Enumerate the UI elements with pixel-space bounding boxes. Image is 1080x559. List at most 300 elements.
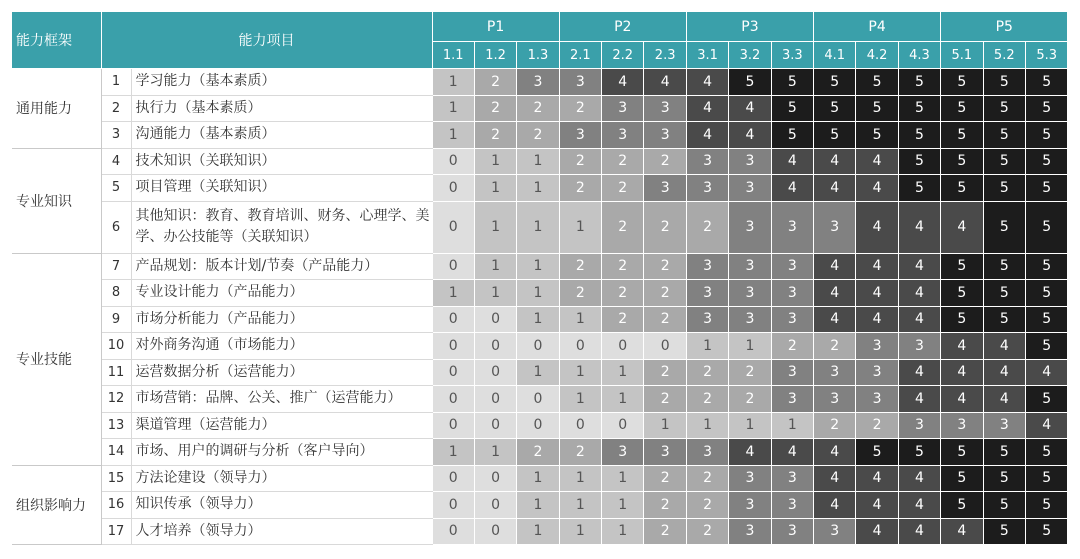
level-value-cell: 2: [771, 333, 813, 360]
header-row-grades: [12, 12, 1068, 42]
level-value-cell: 3: [686, 306, 728, 333]
level-value-cell: 5: [941, 280, 983, 307]
header-level-5-3: 5.3: [1025, 42, 1067, 69]
level-value-cell: 3: [602, 122, 644, 149]
header-level-1-3: 1.3: [517, 42, 559, 69]
level-value-cell: 0: [432, 492, 474, 519]
level-value-cell: 1: [729, 333, 771, 360]
level-value-cell: 0: [644, 333, 686, 360]
level-value-cell: 3: [771, 492, 813, 519]
level-value-cell: 4: [898, 465, 940, 492]
level-value-cell: 5: [983, 492, 1025, 519]
level-value-cell: 4: [686, 69, 728, 96]
level-value-cell: 5: [983, 95, 1025, 122]
level-value-cell: 5: [771, 95, 813, 122]
level-value-cell: 3: [729, 492, 771, 519]
level-value-cell: 5: [856, 122, 898, 149]
level-value-cell: 2: [602, 280, 644, 307]
item-label: 市场、用户的调研与分析（客户导向）: [131, 439, 432, 466]
category-label: 专业知识: [12, 148, 101, 253]
item-label: 人才培养（领导力）: [131, 518, 432, 545]
level-value-cell: 2: [602, 253, 644, 280]
level-value-cell: 5: [771, 69, 813, 96]
level-value-cell: 2: [517, 122, 559, 149]
item-label: 运营数据分析（运营能力）: [131, 359, 432, 386]
level-value-cell: 1: [771, 412, 813, 439]
item-label: 技术知识（关联知识）: [131, 148, 432, 175]
level-value-cell: 4: [814, 280, 856, 307]
level-value-cell: 1: [432, 69, 474, 96]
level-value-cell: 4: [856, 175, 898, 202]
table-row: [12, 386, 1068, 413]
level-value-cell: 4: [856, 492, 898, 519]
level-value-cell: 4: [729, 122, 771, 149]
level-value-cell: 2: [729, 359, 771, 386]
level-value-cell: 0: [602, 412, 644, 439]
level-value-cell: 5: [1025, 333, 1067, 360]
level-value-cell: 2: [814, 412, 856, 439]
level-value-cell: 1: [559, 518, 601, 545]
level-value-cell: 5: [898, 95, 940, 122]
level-value-cell: 5: [941, 69, 983, 96]
level-value-cell: 2: [686, 201, 728, 253]
level-value-cell: 3: [898, 333, 940, 360]
level-value-cell: 2: [474, 95, 516, 122]
level-value-cell: 3: [771, 518, 813, 545]
level-value-cell: 4: [686, 95, 728, 122]
level-value-cell: 4: [771, 175, 813, 202]
level-value-cell: 0: [474, 386, 516, 413]
level-value-cell: 3: [814, 201, 856, 253]
level-value-cell: 2: [602, 175, 644, 202]
level-value-cell: 2: [644, 306, 686, 333]
header-level-5-1: 5.1: [941, 42, 983, 69]
level-value-cell: 1: [602, 386, 644, 413]
item-label: 其他知识：教育、教育培训、财务、心理学、美学、办公技能等（关联知识）: [131, 201, 432, 253]
level-value-cell: 5: [983, 306, 1025, 333]
level-value-cell: 5: [983, 518, 1025, 545]
item-label: 项目管理（关联知识）: [131, 175, 432, 202]
level-value-cell: 5: [1025, 518, 1067, 545]
header-level-3-2: 3.2: [729, 42, 771, 69]
item-label: 市场营销：品牌、公关、推广（运营能力）: [131, 386, 432, 413]
level-value-cell: 1: [517, 492, 559, 519]
header-level-3-3: 3.3: [771, 42, 813, 69]
level-value-cell: 4: [602, 69, 644, 96]
level-value-cell: 1: [644, 412, 686, 439]
header-level-2-3: 2.3: [644, 42, 686, 69]
level-value-cell: 4: [983, 333, 1025, 360]
level-value-cell: 3: [686, 439, 728, 466]
level-value-cell: 1: [517, 465, 559, 492]
level-value-cell: 1: [559, 201, 601, 253]
level-value-cell: 3: [941, 412, 983, 439]
level-value-cell: 4: [856, 280, 898, 307]
level-value-cell: 5: [1025, 122, 1067, 149]
level-value-cell: 3: [517, 69, 559, 96]
header-level-4-3: 4.3: [898, 42, 940, 69]
level-value-cell: 3: [729, 175, 771, 202]
level-value-cell: 1: [432, 439, 474, 466]
level-value-cell: 3: [898, 412, 940, 439]
level-value-cell: 0: [432, 465, 474, 492]
level-value-cell: 0: [559, 333, 601, 360]
level-value-cell: 0: [432, 306, 474, 333]
level-value-cell: 5: [814, 95, 856, 122]
level-value-cell: 1: [474, 148, 516, 175]
level-value-cell: 1: [517, 201, 559, 253]
item-number: 17: [101, 518, 131, 545]
header-level-5-2: 5.2: [983, 42, 1025, 69]
table-row: [12, 122, 1068, 149]
table-row: [12, 333, 1068, 360]
level-value-cell: 3: [814, 359, 856, 386]
level-value-cell: 3: [644, 122, 686, 149]
table-row: [12, 439, 1068, 466]
level-value-cell: 0: [432, 359, 474, 386]
level-value-cell: 5: [941, 492, 983, 519]
level-value-cell: 3: [644, 175, 686, 202]
level-value-cell: 3: [983, 412, 1025, 439]
level-value-cell: 0: [432, 412, 474, 439]
level-value-cell: 2: [644, 492, 686, 519]
level-value-cell: 1: [517, 253, 559, 280]
level-value-cell: 1: [517, 148, 559, 175]
level-value-cell: 5: [983, 253, 1025, 280]
item-label: 对外商务沟通（市场能力）: [131, 333, 432, 360]
item-label: 市场分析能力（产品能力）: [131, 306, 432, 333]
level-value-cell: 0: [432, 201, 474, 253]
level-value-cell: 2: [644, 359, 686, 386]
table-row: [12, 412, 1068, 439]
level-value-cell: 5: [771, 122, 813, 149]
level-value-cell: 4: [814, 253, 856, 280]
level-value-cell: 1: [474, 280, 516, 307]
header-level-1-1: 1.1: [432, 42, 474, 69]
level-value-cell: 2: [517, 439, 559, 466]
level-value-cell: 2: [644, 518, 686, 545]
level-value-cell: 4: [814, 439, 856, 466]
table-row: [12, 518, 1068, 545]
level-value-cell: 3: [771, 306, 813, 333]
header-level-2-2: 2.2: [602, 42, 644, 69]
header-grade-p4: P4: [814, 12, 941, 42]
level-value-cell: 5: [983, 280, 1025, 307]
level-value-cell: 1: [432, 95, 474, 122]
item-label: 产品规划：版本计划/节奏（产品能力）: [131, 253, 432, 280]
level-value-cell: 2: [559, 280, 601, 307]
level-value-cell: 3: [729, 148, 771, 175]
level-value-cell: 0: [474, 412, 516, 439]
level-value-cell: 2: [814, 333, 856, 360]
level-value-cell: 1: [517, 280, 559, 307]
level-value-cell: 0: [517, 386, 559, 413]
level-value-cell: 4: [898, 518, 940, 545]
level-value-cell: 0: [474, 492, 516, 519]
item-number: 7: [101, 253, 131, 280]
level-value-cell: 4: [983, 359, 1025, 386]
header-grade-p5: P5: [941, 12, 1068, 42]
level-value-cell: 4: [856, 253, 898, 280]
level-value-cell: 2: [559, 148, 601, 175]
level-value-cell: 2: [602, 306, 644, 333]
item-label: 方法论建设（领导力）: [131, 465, 432, 492]
level-value-cell: 2: [559, 253, 601, 280]
level-value-cell: 4: [856, 465, 898, 492]
level-value-cell: 3: [729, 518, 771, 545]
level-value-cell: 1: [474, 175, 516, 202]
level-value-cell: 5: [941, 122, 983, 149]
level-value-cell: 1: [729, 412, 771, 439]
level-value-cell: 4: [814, 306, 856, 333]
level-value-cell: 3: [686, 175, 728, 202]
level-value-cell: 4: [941, 386, 983, 413]
level-value-cell: 5: [898, 122, 940, 149]
level-value-cell: 5: [941, 465, 983, 492]
level-value-cell: 5: [983, 439, 1025, 466]
level-value-cell: 0: [474, 518, 516, 545]
table-row: [12, 175, 1068, 202]
level-value-cell: 4: [686, 122, 728, 149]
level-value-cell: 1: [474, 253, 516, 280]
category-label: 专业技能: [12, 253, 101, 465]
table-row: [12, 306, 1068, 333]
item-number: 16: [101, 492, 131, 519]
level-value-cell: 3: [602, 439, 644, 466]
level-value-cell: 0: [474, 333, 516, 360]
level-value-cell: 5: [814, 122, 856, 149]
level-value-cell: 5: [729, 69, 771, 96]
level-value-cell: 0: [432, 386, 474, 413]
level-value-cell: 5: [1025, 201, 1067, 253]
item-label: 专业设计能力（产品能力）: [131, 280, 432, 307]
level-value-cell: 3: [686, 253, 728, 280]
level-value-cell: 5: [941, 175, 983, 202]
level-value-cell: 3: [814, 518, 856, 545]
level-value-cell: 4: [814, 175, 856, 202]
level-value-cell: 1: [602, 359, 644, 386]
item-number: 2: [101, 95, 131, 122]
level-value-cell: 5: [856, 69, 898, 96]
level-value-cell: 2: [559, 439, 601, 466]
header-grade-p1: P1: [432, 12, 559, 42]
level-value-cell: 5: [1025, 253, 1067, 280]
level-value-cell: 0: [432, 253, 474, 280]
level-value-cell: 4: [729, 95, 771, 122]
header-framework: 能力框架: [12, 12, 101, 69]
level-value-cell: 0: [432, 333, 474, 360]
level-value-cell: 5: [1025, 175, 1067, 202]
table-row: [12, 148, 1068, 175]
level-value-cell: 4: [941, 359, 983, 386]
item-number: 11: [101, 359, 131, 386]
level-value-cell: 5: [1025, 386, 1067, 413]
level-value-cell: 3: [602, 95, 644, 122]
level-value-cell: 4: [856, 201, 898, 253]
level-value-cell: 1: [686, 333, 728, 360]
header-grade-p2: P2: [559, 12, 686, 42]
level-value-cell: 3: [856, 359, 898, 386]
table-row: [12, 95, 1068, 122]
level-value-cell: 5: [814, 69, 856, 96]
level-value-cell: 2: [644, 253, 686, 280]
level-value-cell: 1: [559, 492, 601, 519]
item-number: 8: [101, 280, 131, 307]
level-value-cell: 3: [729, 280, 771, 307]
level-value-cell: 2: [602, 201, 644, 253]
level-value-cell: 0: [517, 333, 559, 360]
level-value-cell: 5: [898, 148, 940, 175]
table-row: [12, 253, 1068, 280]
level-value-cell: 2: [856, 412, 898, 439]
level-value-cell: 5: [1025, 306, 1067, 333]
level-value-cell: 4: [898, 280, 940, 307]
level-value-cell: 5: [983, 148, 1025, 175]
level-value-cell: 2: [644, 280, 686, 307]
level-value-cell: 3: [771, 201, 813, 253]
level-value-cell: 5: [856, 95, 898, 122]
level-value-cell: 2: [474, 69, 516, 96]
level-value-cell: 3: [856, 333, 898, 360]
item-number: 9: [101, 306, 131, 333]
item-label: 学习能力（基本素质）: [131, 69, 432, 96]
level-value-cell: 4: [983, 386, 1025, 413]
level-value-cell: 5: [941, 253, 983, 280]
level-value-cell: 2: [686, 518, 728, 545]
level-value-cell: 3: [771, 386, 813, 413]
level-value-cell: 4: [771, 148, 813, 175]
header-item: 能力项目: [101, 12, 432, 69]
level-value-cell: 5: [983, 175, 1025, 202]
level-value-cell: 4: [814, 148, 856, 175]
level-value-cell: 4: [898, 386, 940, 413]
level-value-cell: 0: [517, 412, 559, 439]
level-value-cell: 0: [474, 359, 516, 386]
level-value-cell: 5: [1025, 148, 1067, 175]
level-value-cell: 1: [686, 412, 728, 439]
level-value-cell: 0: [559, 412, 601, 439]
level-value-cell: 2: [517, 95, 559, 122]
level-value-cell: 0: [432, 148, 474, 175]
item-number: 5: [101, 175, 131, 202]
level-value-cell: 1: [602, 465, 644, 492]
level-value-cell: 4: [856, 518, 898, 545]
level-value-cell: 5: [1025, 95, 1067, 122]
level-value-cell: 3: [686, 280, 728, 307]
level-value-cell: 2: [474, 122, 516, 149]
level-value-cell: 5: [1025, 280, 1067, 307]
level-value-cell: 2: [686, 386, 728, 413]
level-value-cell: 3: [559, 69, 601, 96]
category-label: 组织影响力: [12, 465, 101, 545]
level-value-cell: 2: [602, 148, 644, 175]
level-value-cell: 5: [941, 95, 983, 122]
item-number: 6: [101, 201, 131, 253]
matrix-body: [12, 69, 1068, 545]
table-row: [12, 359, 1068, 386]
level-value-cell: 4: [898, 492, 940, 519]
item-number: 12: [101, 386, 131, 413]
level-value-cell: 1: [474, 201, 516, 253]
level-value-cell: 5: [941, 439, 983, 466]
level-value-cell: 1: [517, 175, 559, 202]
level-value-cell: 3: [644, 439, 686, 466]
level-value-cell: 5: [898, 69, 940, 96]
level-value-cell: 1: [517, 306, 559, 333]
level-value-cell: 2: [559, 95, 601, 122]
level-value-cell: 3: [729, 253, 771, 280]
header-grade-p3: P3: [686, 12, 813, 42]
level-value-cell: 1: [432, 280, 474, 307]
level-value-cell: 1: [432, 122, 474, 149]
level-value-cell: 4: [941, 333, 983, 360]
level-value-cell: 2: [644, 386, 686, 413]
level-value-cell: 4: [898, 306, 940, 333]
level-value-cell: 5: [1025, 492, 1067, 519]
level-value-cell: 0: [474, 306, 516, 333]
level-value-cell: 2: [644, 148, 686, 175]
level-value-cell: 5: [983, 201, 1025, 253]
level-value-cell: 3: [856, 386, 898, 413]
item-number: 4: [101, 148, 131, 175]
level-value-cell: 5: [941, 148, 983, 175]
header-level-3-1: 3.1: [686, 42, 728, 69]
header-level-1-2: 1.2: [474, 42, 516, 69]
level-value-cell: 4: [644, 69, 686, 96]
item-number: 14: [101, 439, 131, 466]
level-value-cell: 3: [729, 201, 771, 253]
level-value-cell: 5: [898, 175, 940, 202]
level-value-cell: 4: [729, 439, 771, 466]
header-level-4-2: 4.2: [856, 42, 898, 69]
level-value-cell: 3: [771, 280, 813, 307]
level-value-cell: 5: [856, 439, 898, 466]
item-number: 15: [101, 465, 131, 492]
level-value-cell: 5: [1025, 69, 1067, 96]
level-value-cell: 4: [856, 148, 898, 175]
level-value-cell: 5: [1025, 439, 1067, 466]
level-value-cell: 3: [686, 148, 728, 175]
item-label: 执行力（基本素质）: [131, 95, 432, 122]
level-value-cell: 1: [559, 465, 601, 492]
level-value-cell: 0: [432, 518, 474, 545]
table-row: [12, 492, 1068, 519]
item-number: 3: [101, 122, 131, 149]
level-value-cell: 4: [898, 359, 940, 386]
level-value-cell: 5: [898, 439, 940, 466]
level-value-cell: 1: [559, 306, 601, 333]
level-value-cell: 2: [686, 492, 728, 519]
level-value-cell: 5: [941, 306, 983, 333]
table-row: [12, 201, 1068, 253]
level-value-cell: 5: [983, 122, 1025, 149]
level-value-cell: 4: [814, 492, 856, 519]
table-row: [12, 280, 1068, 307]
table-row: [12, 465, 1068, 492]
level-value-cell: 1: [517, 359, 559, 386]
level-value-cell: 5: [1025, 465, 1067, 492]
header-level-2-1: 2.1: [559, 42, 601, 69]
level-value-cell: 4: [941, 518, 983, 545]
level-value-cell: 4: [898, 201, 940, 253]
level-value-cell: 0: [602, 333, 644, 360]
header-level-4-1: 4.1: [814, 42, 856, 69]
level-value-cell: 4: [814, 465, 856, 492]
level-value-cell: 1: [602, 492, 644, 519]
level-value-cell: 2: [644, 201, 686, 253]
item-number: 13: [101, 412, 131, 439]
level-value-cell: 2: [559, 175, 601, 202]
